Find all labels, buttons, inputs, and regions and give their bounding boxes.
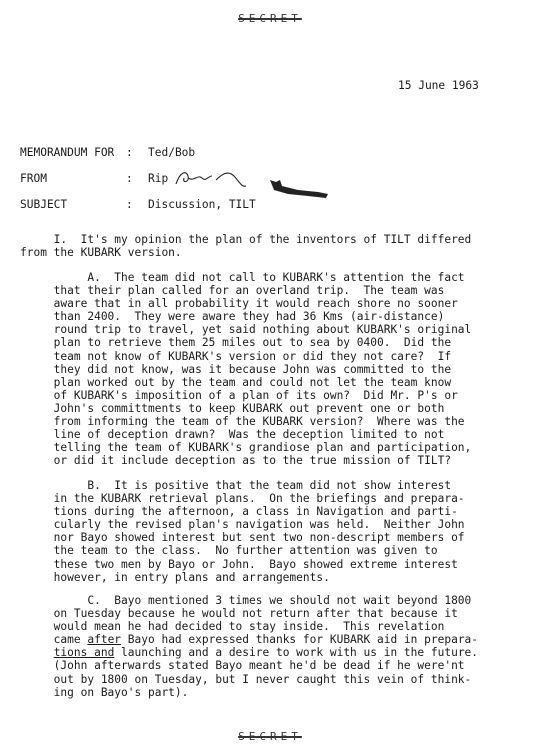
memo-subject-label: SUBJECT xyxy=(20,198,68,211)
paragraph-a: A. The team did not call to KUBARK's attention the fact that their plan called for an overland trip. The team was aware that in all probability it would reach shore no sooner than 2400. They were aware they had 36 Kms (air-distance) round trip to travel, yet said nothing about KUBARK's original plan to retrieve them 25 miles out to sea by 0400. Did the team not know of KUBARK's version or did they not care? If they did not know, was it because John was committed to the plan worked out by the team and could not let the team know of KUBARK's imposition of a plan of its own? Did Mr. P's or John's committments to keep KUBARK out prevent one or both from informing the team of the KUBARK version? Where was the line of deception drawn? Was the deception limited to not telling the team of KUBARK's grandiose plan and participation, or did it include deception as to the true mission of TILT? xyxy=(53,271,472,468)
paragraph-c-part-2: Bayo had expressed thanks for KUBARK aid in prepara- xyxy=(127,633,479,647)
memo-subject-colon: : xyxy=(126,198,133,211)
memo-from-value: Rip xyxy=(148,172,169,185)
memo-from-label: FROM xyxy=(20,172,47,185)
paragraph-c-underline-after: after xyxy=(87,633,122,647)
memo-for-value: Ted/Bob xyxy=(148,146,196,159)
memo-date: 15 June 1963 xyxy=(398,79,479,92)
classification-footer xyxy=(0,730,540,743)
paragraph-c-underline-tions-and: tions and xyxy=(53,646,115,660)
paragraph-b: B. It is positive that the team did not show interest in the KUBARK retrieval plans. On the briefings and prepara- tions during the afternoon, a class in Navigation and parti- cularly the revised plan's navigation was held. Neither John nor Bayo showed interest but sent two non-descript members of the team to the class. No further attention was given to these two men by Bayo or John. Bayo showed extreme interest however, in entry plans and arrangements. xyxy=(53,479,465,584)
memo-for-label: MEMORANDUM FOR xyxy=(20,146,115,159)
redaction-mark xyxy=(268,178,358,200)
paragraph-1: I. It's my opinion the plan of the inventors of TILT differed from the KUBARK version. xyxy=(20,233,472,260)
memo-from-colon: : xyxy=(126,172,133,185)
paragraph-c xyxy=(20,594,478,699)
handwritten-signature-icon xyxy=(172,164,252,194)
classification-text-top: SECRET xyxy=(238,12,302,25)
memo-subject-value: Discussion, TILT xyxy=(148,198,256,211)
memo-for-colon: : xyxy=(126,146,133,159)
paragraph-c-part-1: C. Bayo mentioned 3 times we should not wait beyond 1800 on Tuesday because he would not return after that because it would mean he had decided to stay inside. This revelation came xyxy=(53,594,472,647)
classification-header xyxy=(0,12,540,25)
paragraph-c-part-3: launching and a desire to work with us in the future. (John afterwards stated Bayo meant he'd be dead if he were'nt out by 1800 on Tuesday, but I never caught this vein of think- ing on Bayo's part). xyxy=(53,646,479,699)
classification-text-bottom: SECRET xyxy=(238,730,302,743)
